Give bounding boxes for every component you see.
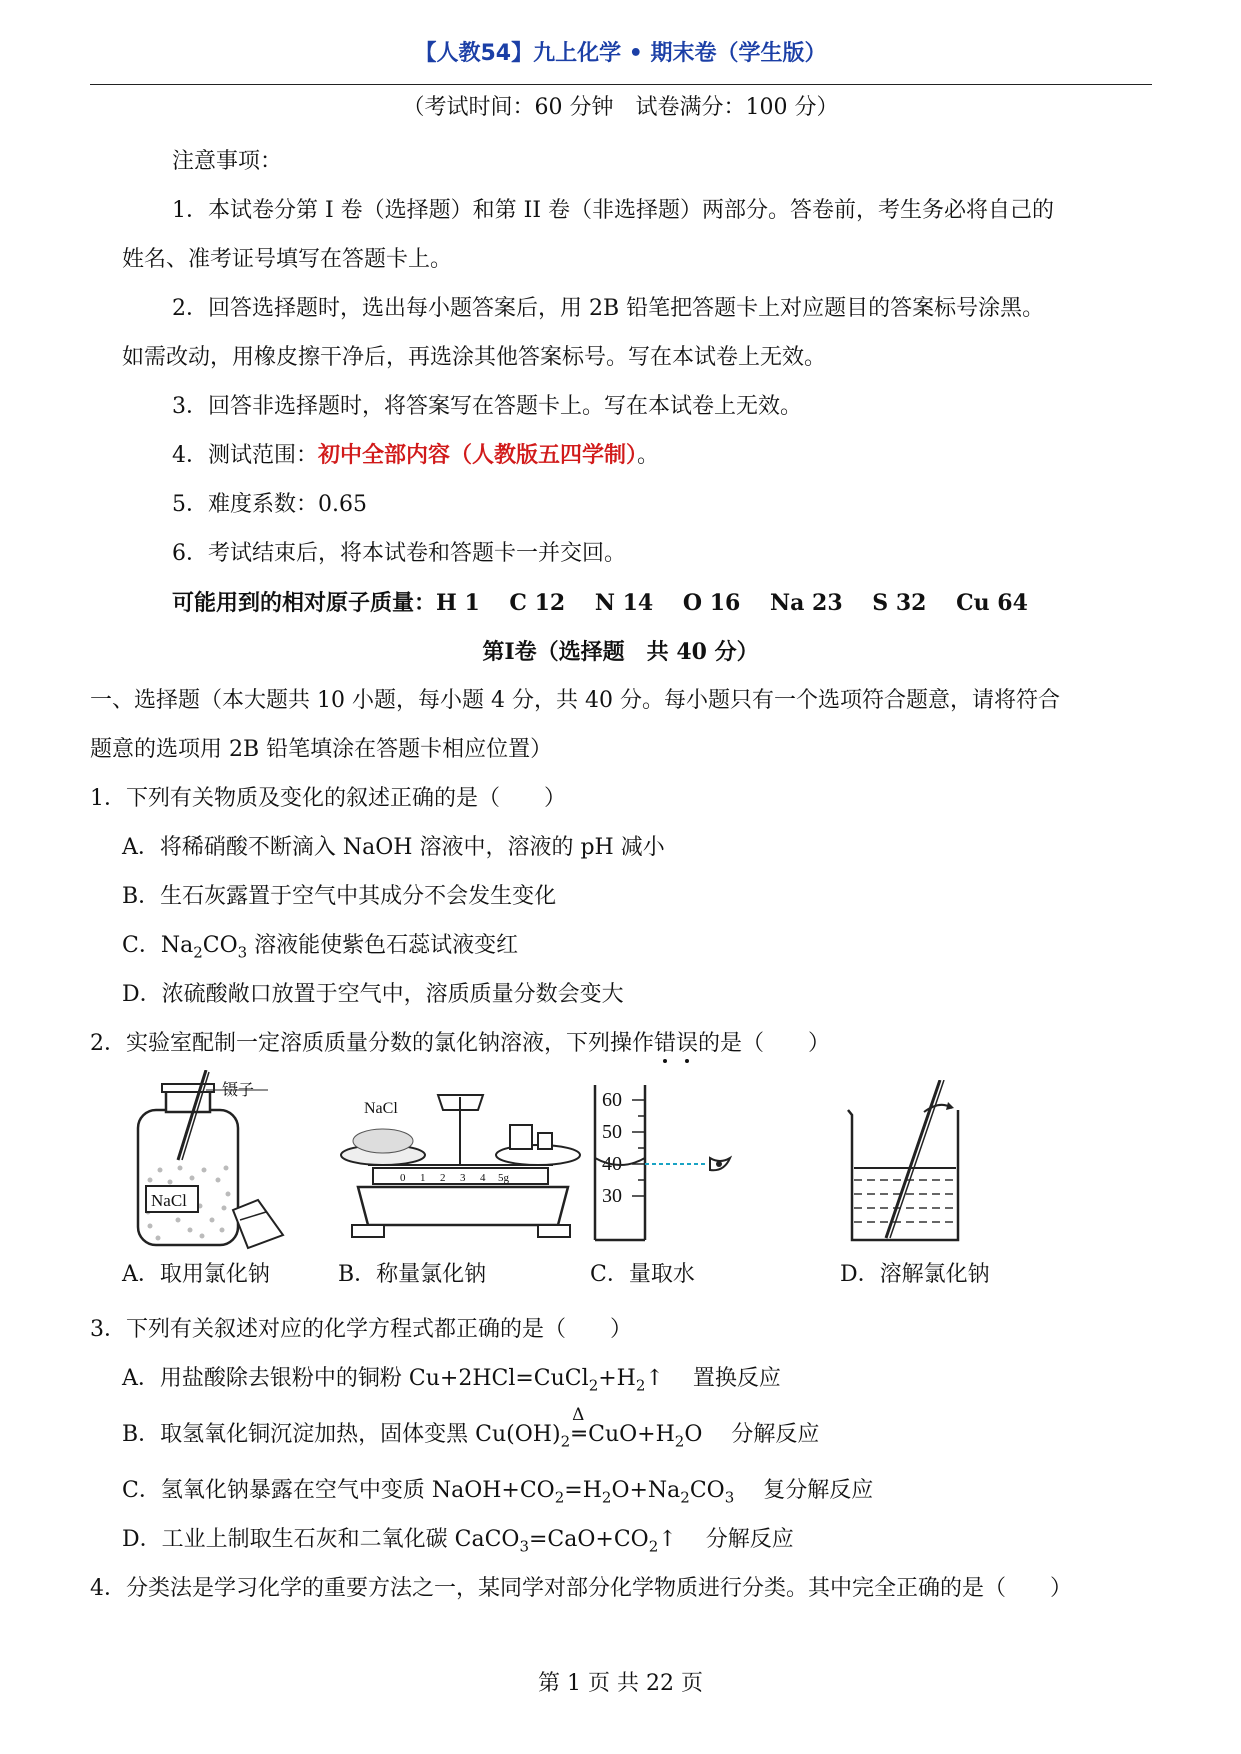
cylinder-tick-60: 60 — [602, 1089, 622, 1111]
q2-emphasis: 错 — [654, 1031, 677, 1056]
notice-title: 注意事项： — [172, 149, 283, 174]
balance-tick-5: 5g — [498, 1172, 509, 1184]
notice-item-4-suffix: 。 — [637, 443, 660, 468]
part1-line-2: 题意的选项用 2B 铅笔填涂在答题卡相应位置） — [90, 737, 553, 762]
heating-sign: Δ ═ — [570, 1420, 588, 1450]
q1-c-sub: 3 — [237, 943, 248, 962]
q3-c-sub: 3 — [724, 1488, 735, 1507]
q3-d-text: =CaO+CO — [529, 1527, 649, 1552]
notice-item-1-line-2: 姓名、准考证号填写在答题卡上。 — [122, 247, 453, 272]
q3-c-sub: 2 — [601, 1488, 612, 1507]
q1-c-text: 溶液能使紫色石蕊试液变红 — [247, 933, 519, 958]
q3-d-sub: 2 — [648, 1537, 659, 1556]
notice-item-6: 6．考试结束后，将本试卷和答题卡一并交回。 — [172, 541, 626, 566]
q3-option-b — [122, 1405, 820, 1456]
q2-option-a: A．取用氯化钠 — [122, 1262, 270, 1287]
q3-d-text: ↑ 分解反应 — [658, 1527, 794, 1552]
test-range: 初中全部内容（人教版五四学制） — [318, 443, 638, 468]
figure-a-label: NaCl — [151, 1191, 187, 1210]
q2-option-c: C．量取水 — [590, 1262, 695, 1287]
part1-line-1: 一、选择题（本大题共 10 小题，每小题 4 分，共 40 分。每小题只有一个选项符合题意，请将符合 — [90, 688, 1060, 713]
delta-symbol: Δ — [572, 1405, 585, 1425]
balance-tick-0: 0 — [400, 1172, 406, 1184]
q1-option-c — [122, 931, 518, 967]
q2-stem — [90, 1029, 830, 1059]
notice-item-5: 5．难度系数：0.65 — [172, 492, 367, 517]
balance-tick-3: 3 — [460, 1172, 466, 1184]
q3-a-text: ↑ 置换反应 — [645, 1366, 781, 1391]
q1-c-text: CO — [202, 933, 238, 958]
balance-tick-1: 1 — [420, 1172, 426, 1184]
figure-d-beaker — [840, 1080, 970, 1250]
notice-item-2-line-1: 2．回答选择题时，选出每小题答案后，用 2B 铅笔把答题卡上对应题目的答案标号涂黑。 — [172, 296, 1045, 321]
q3-d-sub: 3 — [519, 1537, 529, 1556]
header-title: 【人教54】九上化学 • 期末卷（学生版） — [414, 41, 827, 66]
q1-c-text: C．Na — [122, 933, 194, 958]
q3-c-text: =H — [564, 1478, 602, 1503]
q2-stem-text: 的是（ ） — [698, 1031, 831, 1056]
atomic-mass: 可能用到的相对原子质量：H 1 C 12 N 14 O 16 Na 23 S 32 Cu 64 — [172, 590, 1028, 616]
q4-stem: 4．分类法是学习化学的重要方法之一，某同学对部分化学物质进行分类。其中完全正确的是（ ） — [90, 1576, 1073, 1601]
balance-tick-2: 2 — [440, 1172, 446, 1184]
q3-stem: 3．下列有关叙述对应的化学方程式都正确的是（ ） — [90, 1317, 632, 1342]
q1-option-d: D．浓硫酸敞口放置于空气中，溶质质量分数会变大 — [122, 982, 624, 1007]
q3-option-a — [122, 1364, 781, 1400]
figure-b-balance — [338, 1075, 598, 1250]
q3-c-sub: 2 — [680, 1488, 690, 1507]
q1-option-a: A．将稀硝酸不断滴入 NaOH 溶液中，溶液的 pH 减小 — [122, 835, 665, 860]
page-footer: 第 1 页 共 22 页 — [538, 1671, 703, 1696]
q3-d-text: D．工业上制取生石灰和二氧化碳 CaCO — [122, 1527, 520, 1552]
q3-a-text: A．用盐酸除去银粉中的铜粉 Cu+2HCl=CuCl — [122, 1366, 589, 1391]
q1-option-b: B．生石灰露置于空气中其成分不会发生变化 — [122, 884, 557, 909]
figure-b-label: NaCl — [364, 1100, 398, 1117]
q3-c-text: 复分解反应 — [734, 1478, 874, 1503]
q1-c-sub: 2 — [193, 943, 203, 962]
q3-option-d — [122, 1525, 794, 1561]
cylinder-tick-50: 50 — [602, 1121, 622, 1143]
q3-c-text: CO — [689, 1478, 725, 1503]
q3-a-sub: 2 — [588, 1376, 599, 1395]
cylinder-tick-40: 40 — [602, 1153, 622, 1175]
q3-a-sub: 2 — [635, 1376, 646, 1395]
notice-item-4 — [172, 441, 659, 471]
cylinder-tick-30: 30 — [602, 1185, 622, 1207]
q3-b-text: CuO+H — [588, 1422, 675, 1447]
balance-tick-4: 4 — [480, 1172, 486, 1184]
q3-b-sub: 2 — [674, 1432, 685, 1451]
q3-option-c — [122, 1476, 873, 1512]
figure-a-tweezers-label: 镊子 — [222, 1080, 255, 1099]
q3-b-sub: 2 — [560, 1432, 571, 1451]
q3-c-sub: 2 — [554, 1488, 565, 1507]
notice-item-4-prefix: 4．测试范围： — [172, 443, 318, 468]
q3-b-text: O 分解反应 — [684, 1422, 820, 1447]
header-divider — [90, 84, 1152, 85]
exam-info: （考试时间：60 分钟 试卷满分：100 分） — [402, 95, 839, 120]
q2-stem-text: 2．实验室配制一定溶质质量分数的氯化钠溶液，下列操作 — [90, 1031, 654, 1056]
figure-a-bottle — [118, 1070, 298, 1250]
q2-option-b: B．称量氯化钠 — [338, 1262, 487, 1287]
notice-item-1-line-1: 1．本试卷分第 I 卷（选择题）和第 II 卷（非选择题）两部分。答卷前，考生务必将自己的 — [172, 198, 1055, 223]
q1-stem: 1．下列有关物质及变化的叙述正确的是（ ） — [90, 786, 566, 811]
q2-option-d: D．溶解氯化钠 — [840, 1262, 990, 1287]
q3-a-text: +H — [598, 1366, 636, 1391]
notice-item-3: 3．回答非选择题时，将答案写在答题卡上。写在本试卷上无效。 — [172, 394, 802, 419]
q3-c-text: O+Na — [611, 1478, 681, 1503]
notice-item-2-line-2: 如需改动，用橡皮擦干净后，再选涂其他答案标号。写在本试卷上无效。 — [122, 345, 827, 370]
q3-c-text: C．氢氧化钠暴露在空气中变质 NaOH+CO — [122, 1478, 555, 1503]
figure-c-cylinder — [590, 1080, 740, 1250]
q2-emphasis: 误 — [676, 1031, 699, 1056]
q3-b-text: B．取氢氧化铜沉淀加热，固体变黑 Cu(OH) — [122, 1422, 561, 1447]
section-title: 第Ⅰ卷（选择题 共 40 分） — [482, 639, 759, 665]
